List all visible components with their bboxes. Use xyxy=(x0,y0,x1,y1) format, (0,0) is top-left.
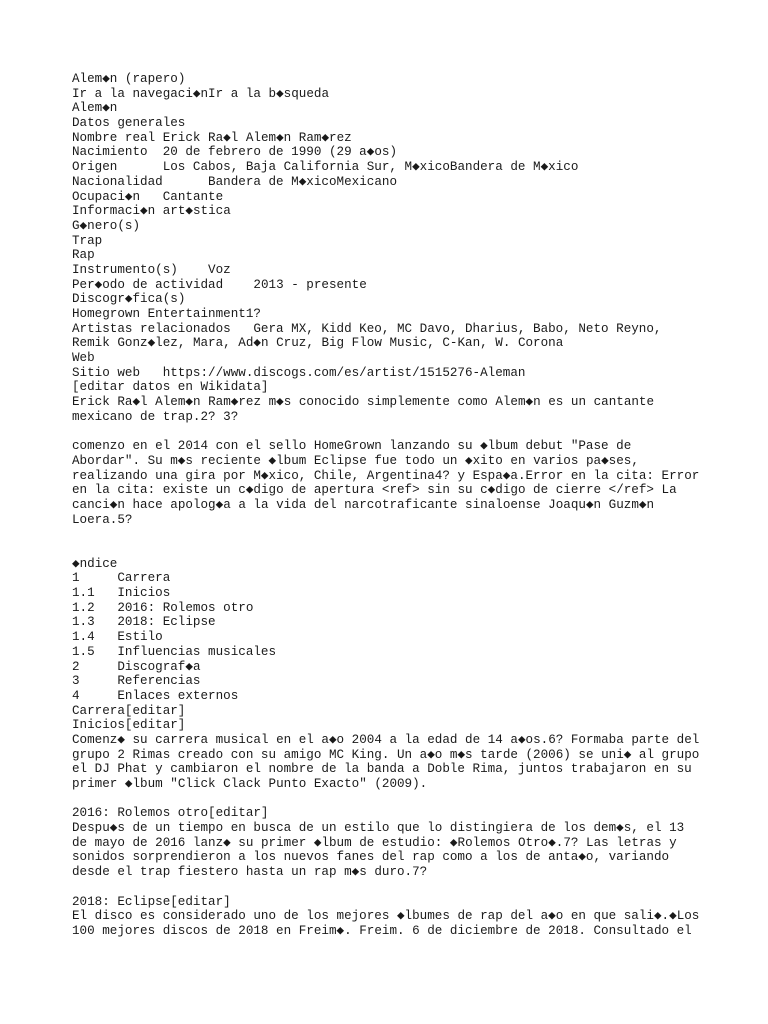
text-line: Erick Ra◆l Alem◆n Ram◆rez m◆s conocido simplemente como Alem◆n es un cantante xyxy=(72,395,655,410)
text-line: Nombre real Erick Ra◆l Alem◆n Ram◆rez xyxy=(72,130,352,145)
text-line: Inicios[editar] xyxy=(72,718,186,733)
text-line: desde el trap fiestero hasta un rap m◆s duro.7? xyxy=(72,865,428,880)
text-line: [editar datos en Wikidata] xyxy=(72,380,269,395)
text-line: Web xyxy=(72,351,95,366)
text-line: comenzo en el 2014 con el sello HomeGrown lanzando su ◆lbum debut "Pase de xyxy=(72,439,632,454)
text-line: Datos generales xyxy=(72,116,186,131)
text-line: 3 Referencias xyxy=(72,674,201,689)
text-line: 1.3 2018: Eclipse xyxy=(72,615,216,630)
text-line: Alem◆n xyxy=(72,101,118,116)
text-line: primer ◆lbum "Click Clack Punto Exacto" (2009). xyxy=(72,777,428,791)
text-line: 100 mejores discos de 2018 en Freim◆. Freim. 6 de diciembre de 2018. Consultado el xyxy=(72,923,692,938)
text-line: realizando una gira por M◆xico, Chile, Argentina4? y Espa◆a.Error en la cita: Error xyxy=(72,468,700,483)
blank-line xyxy=(72,542,768,557)
text-line: Trap xyxy=(72,233,103,248)
text-line: 4 Enlaces externos xyxy=(72,688,239,703)
text-line: 2018: Eclipse[editar] xyxy=(72,894,231,909)
text-line: Origen Los Cabos, Baja California Sur, M◆xicoBandera de M◆xico xyxy=(72,160,579,175)
text-line: 1.4 Estilo xyxy=(72,630,163,645)
text-line: G◆nero(s) xyxy=(72,218,141,233)
text-line: El disco es considerado uno de los mejores ◆lbumes de rap del a◆o en que sali◆.◆Los xyxy=(72,909,700,924)
text-line: Comenz◆ su carrera musical en el a◆o 2004 a la edad de 14 a◆os.6? Formaba parte del xyxy=(72,732,700,747)
blank-line xyxy=(72,527,768,542)
text-line: mexicano de trap.2? 3? xyxy=(72,409,239,424)
text-line: Despu◆s de un tiempo en busca de un estilo que lo distingiera de los dem◆s, el 13 xyxy=(72,821,685,836)
text-line: de mayo de 2016 lanz◆ su primer ◆lbum de estudio: ◆Rolemos Otro◆.7? Las letras y xyxy=(72,835,677,850)
text-line: Instrumento(s) Voz xyxy=(72,262,231,277)
text-line: Remik Gonz◆lez, Mara, Ad◆n Cruz, Big Flow Music, C-Kan, W. Corona xyxy=(72,336,564,351)
text-line: canci◆n hace apolog◆a a la vida del narcotraficante sinaloense Joaqu◆n Guzm◆n xyxy=(72,497,655,512)
text-line: Discogr◆fica(s) xyxy=(72,292,186,307)
text-line: Homegrown Entertainment1? xyxy=(72,307,261,321)
text-line: Abordar". Su m◆s reciente ◆lbum Eclipse fue todo un ◆xito en varios pa◆ses, xyxy=(72,453,639,468)
text-line: Rap xyxy=(72,248,95,263)
text-line: Ocupaci◆n Cantante xyxy=(72,189,224,204)
text-line: en la cita: existe un c◆digo de apertura <ref> sin su c◆digo de cierre </ref> La xyxy=(72,483,677,498)
text-line: Informaci◆n art◆stica xyxy=(72,204,231,219)
text-line: Sitio web https://www.discogs.com/es/artist/1515276-Aleman xyxy=(72,365,526,380)
text-line: sonidos sorprendieron a los nuevos fanes del rap como a los de anta◆o, variando xyxy=(72,850,670,865)
blank-line xyxy=(72,425,768,440)
text-line: 1.1 Inicios xyxy=(72,586,171,601)
text-line: Nacimiento 20 de febrero de 1990 (29 a◆os) xyxy=(72,145,397,160)
text-line: Per◆odo de actividad 2013 - presente xyxy=(72,277,367,292)
text-line: 1 Carrera xyxy=(72,571,171,586)
text-line: 1.5 Influencias musicales xyxy=(72,644,277,659)
text-line: Loera.5? xyxy=(72,512,133,527)
blank-line xyxy=(72,792,768,807)
text-line: ◆ndice xyxy=(72,556,118,571)
document-page xyxy=(72,72,768,939)
text-line: grupo 2 Rimas creado con su amigo MC King. Un a◆o m◆s tarde (2006) se uni◆ al grupo xyxy=(72,747,700,762)
text-line: Nacionalidad Bandera de M◆xicoMexicano xyxy=(72,174,397,189)
text-line: Carrera[editar] xyxy=(72,703,186,718)
text-line: Artistas relacionados Gera MX, Kidd Keo, MC Davo, Dharius, Babo, Neto Reyno, xyxy=(72,321,662,336)
text-line: 2 Discograf◆a xyxy=(72,659,201,674)
text-line: Alem◆n (rapero) xyxy=(72,72,186,86)
text-line: 2016: Rolemos otro[editar] xyxy=(72,806,269,821)
text-line: el DJ Phat y cambiaron el nombre de la banda a Doble Rima, juntos trabajaron en su xyxy=(72,762,692,777)
text-line: Ir a la navegaci◆nIr a la b◆squeda xyxy=(72,86,330,101)
text-line: 1.2 2016: Rolemos otro xyxy=(72,600,254,615)
blank-line xyxy=(72,880,768,895)
